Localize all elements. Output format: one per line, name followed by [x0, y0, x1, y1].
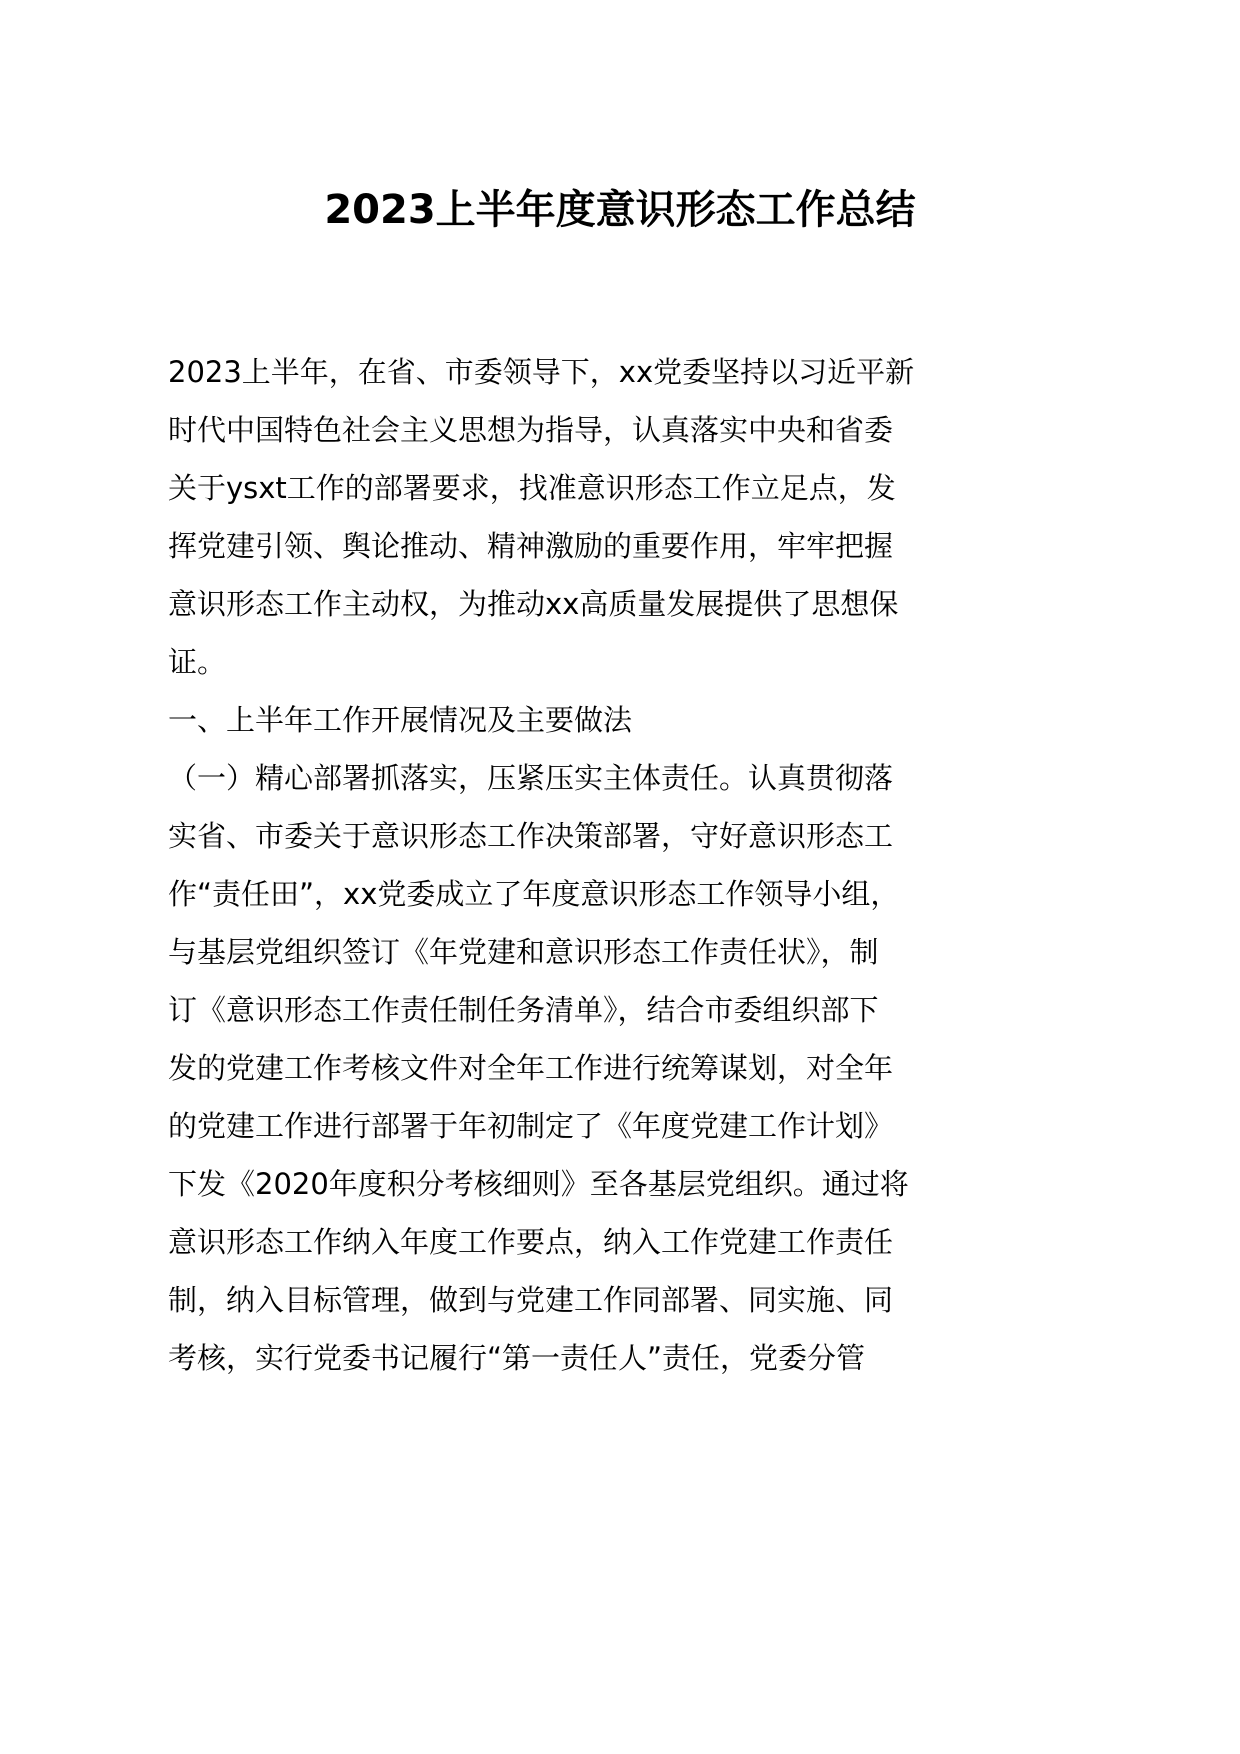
section-heading: 一、上半年工作开展情况及主要做法 [168, 703, 633, 737]
text-line: 意识形态工作纳入年度工作要点，纳入工作党建工作责任 [168, 1225, 894, 1259]
text-line: 考核，实行党委书记履行“第一责任人”责任，党委分管 [168, 1341, 866, 1375]
text-line: 实省、市委关于意识形态工作决策部署，守好意识形态工 [168, 819, 894, 853]
text-line: 订《意识形态工作责任制任务清单》，结合市委组织部下 [168, 993, 879, 1027]
text-line: 下发《2020年度积分考核细则》至各基层党组织。通过将 [168, 1167, 909, 1201]
text-line: 时代中国特色社会主义思想为指导，认真落实中央和省委 [168, 413, 894, 447]
text-line: 意识形态工作主动权，为推动xx高质量发展提供了思想保 [168, 587, 899, 621]
text-line: 关于ysxt工作的部署要求，找准意识形态工作立足点，发 [168, 471, 896, 505]
text-line: 作“责任田”，xx党委成立了年度意识形态工作领导小组， [168, 877, 900, 911]
text-line: 挥党建引领、舆论推动、精神激励的重要作用，牢牢把握 [168, 529, 894, 563]
text-line: （一）精心部署抓落实，压紧压实主体责任。认真贯彻落 [168, 761, 894, 795]
text-line: 2023上半年，在省、市委领导下，xx党委坚持以习近平新 [168, 355, 915, 389]
text-line: 的党建工作进行部署于年初制定了《年度党建工作计划》 [168, 1109, 894, 1143]
text-line: 证。 [168, 645, 227, 679]
document-body [168, 343, 988, 1387]
text-line: 制，纳入目标管理，做到与党建工作同部署、同实施、同 [168, 1283, 894, 1317]
document-title: 2023上半年度意识形态工作总结 [324, 187, 916, 233]
text-line: 与基层党组织签订《年党建和意识形态工作责任状》，制 [168, 935, 879, 969]
text-line: 发的党建工作考核文件对全年工作进行统筹谋划，对全年 [168, 1051, 894, 1085]
